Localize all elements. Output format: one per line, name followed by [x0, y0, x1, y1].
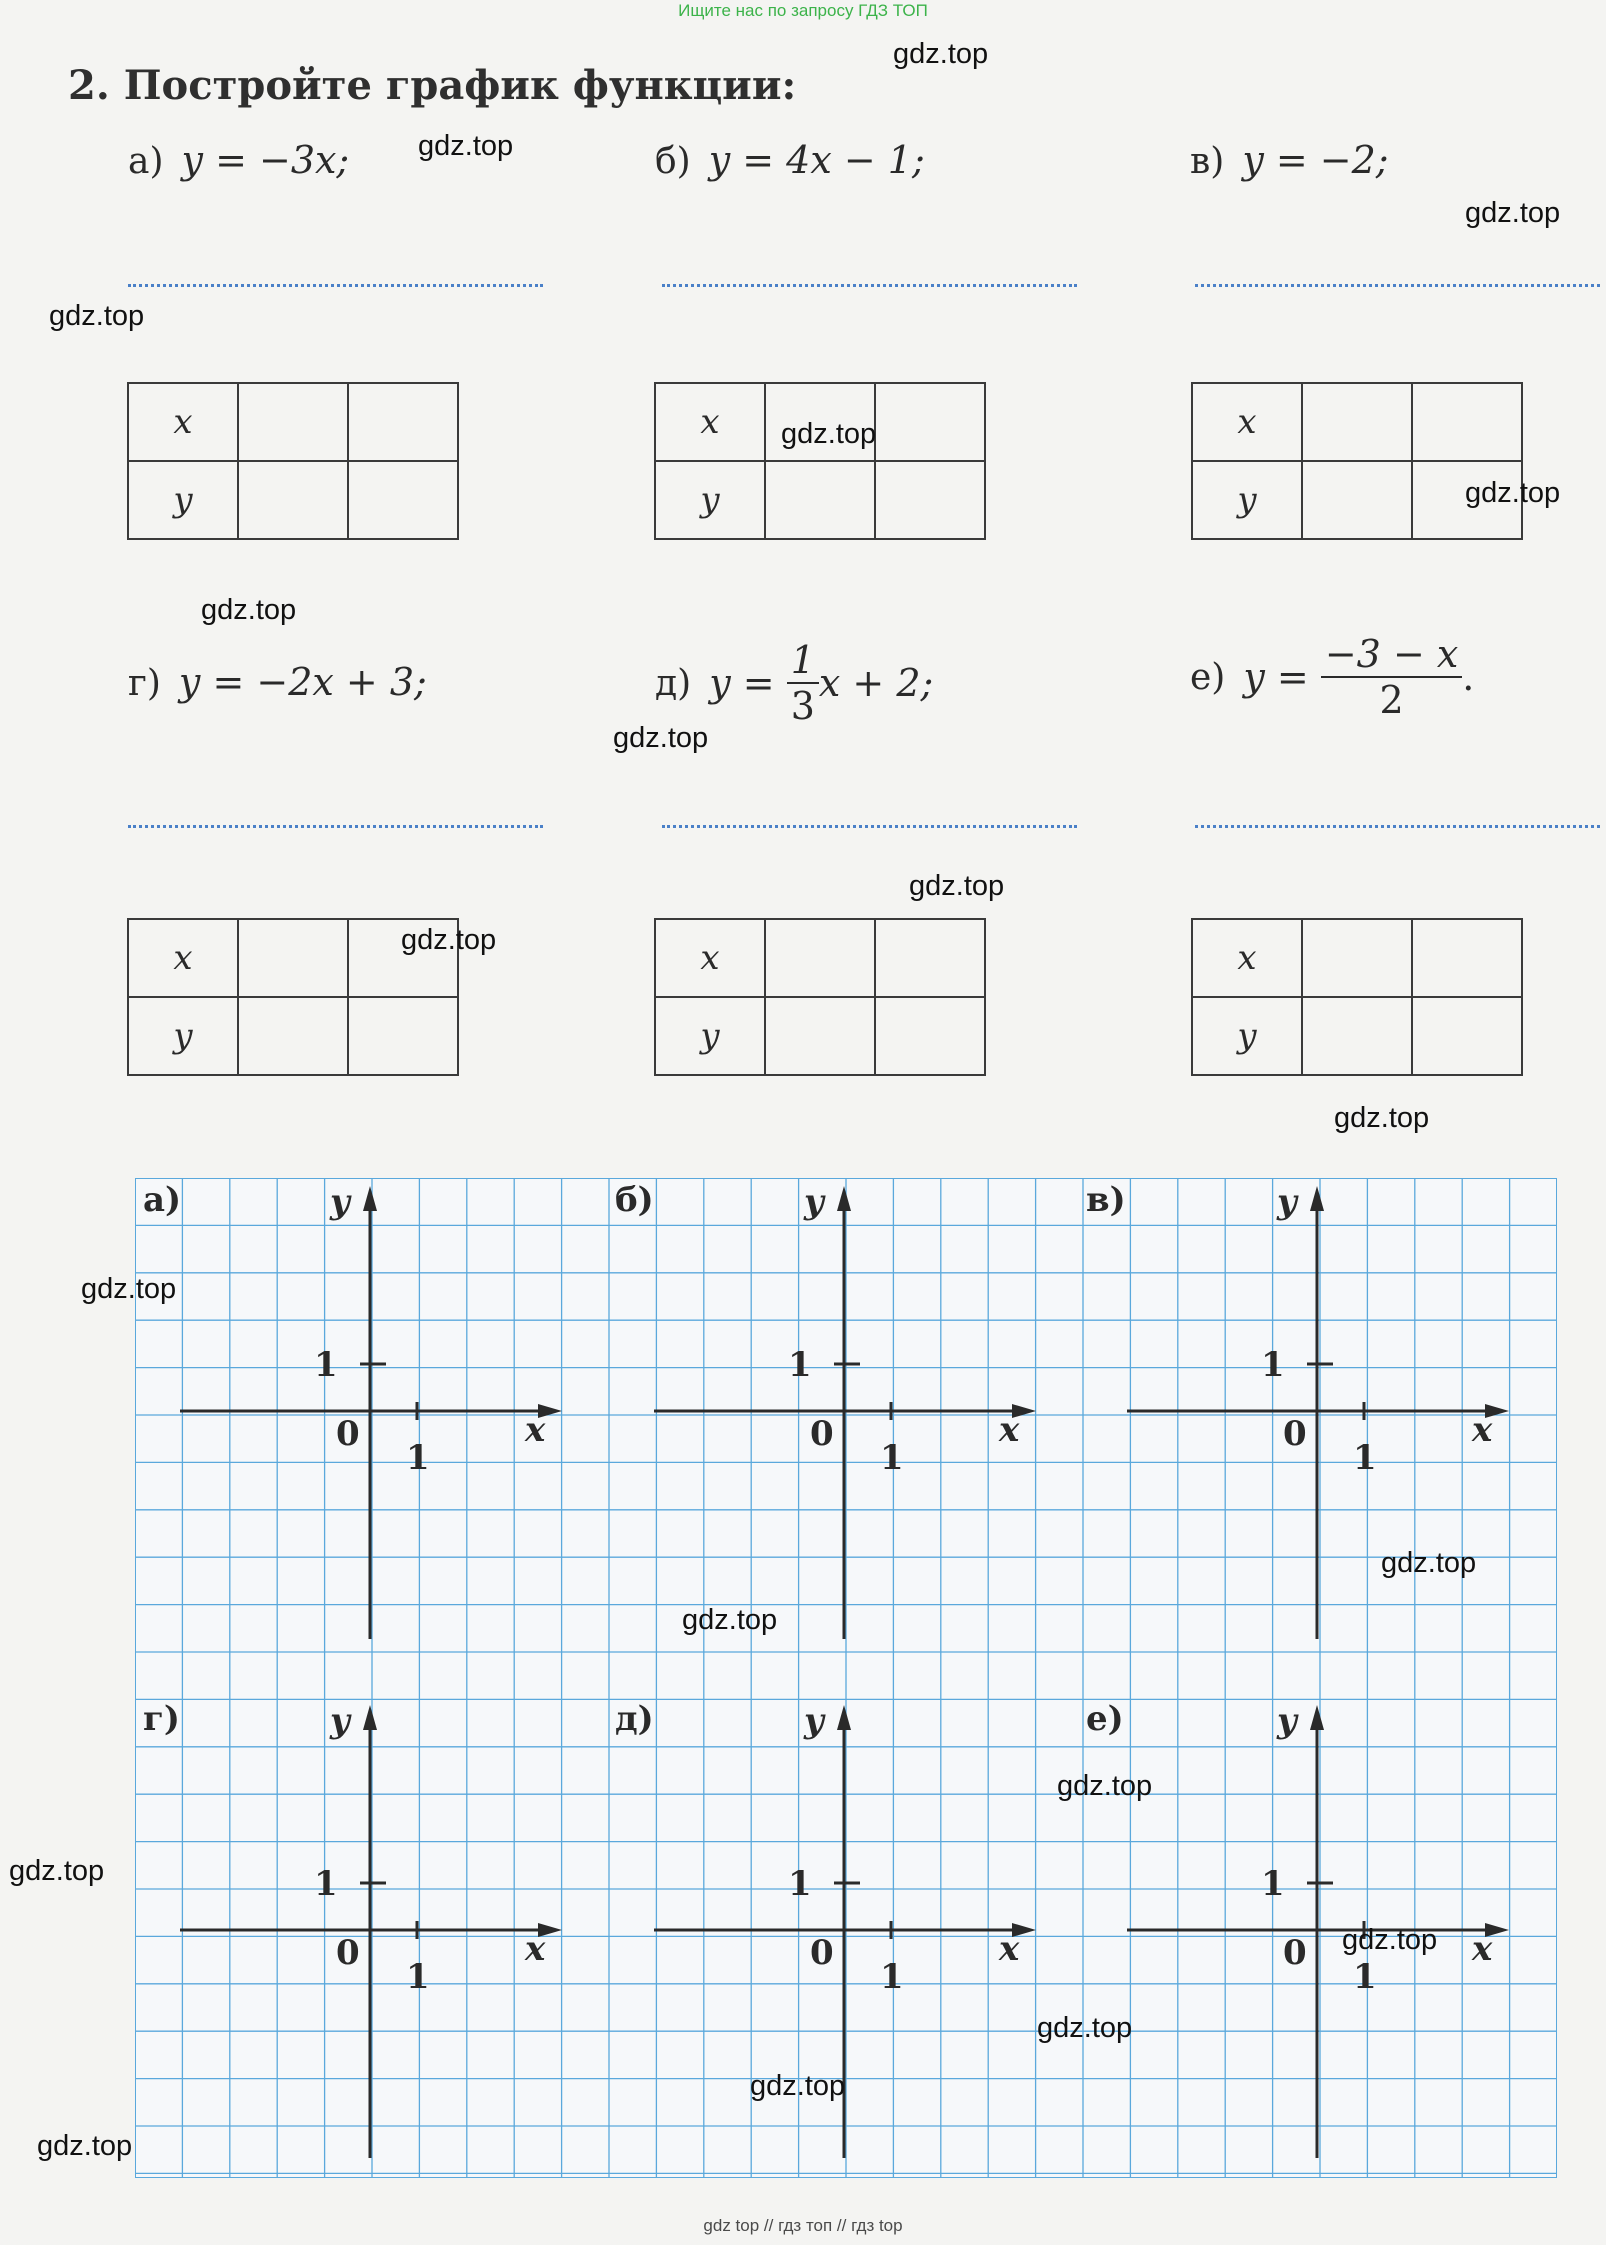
table-cell[interactable]: [765, 997, 875, 1075]
graph-label: в): [1086, 1180, 1126, 1220]
task-formula: y = 4x − 1;: [708, 138, 925, 182]
table-x-label: x: [128, 919, 238, 997]
coordinate-grids[interactable]: [135, 1178, 1557, 2178]
task-formula-right: .: [1462, 655, 1475, 699]
table-cell[interactable]: [1412, 919, 1522, 997]
table-cell[interactable]: [348, 461, 458, 539]
graph-label: д): [615, 1699, 654, 1739]
watermark: gdz.top: [37, 2130, 133, 2162]
watermark: gdz.top: [1334, 1102, 1430, 1134]
graph-label: е): [1086, 1699, 1124, 1739]
watermark: gdz.top: [1465, 197, 1561, 229]
fraction-numerator: 1: [787, 638, 819, 684]
table-x-label: x: [128, 383, 238, 461]
answer-line[interactable]: [662, 284, 1077, 287]
exercise-number: 2.: [68, 62, 110, 109]
x-axis-label: x: [525, 1929, 546, 1969]
watermark: gdz.top: [49, 300, 145, 332]
task-formula-left: y =: [709, 661, 775, 705]
table-cell[interactable]: [1302, 997, 1412, 1075]
table-y-label: y: [128, 461, 238, 539]
graph-label: а): [143, 1180, 182, 1220]
table-y-label: y: [1192, 461, 1302, 539]
watermark: gdz.top: [893, 38, 989, 70]
x-unit-label: 1: [880, 1957, 904, 1997]
table-cell[interactable]: [238, 997, 348, 1075]
task-formula: y = −2x + 3;: [178, 660, 427, 704]
fraction-denominator: 3: [790, 684, 815, 728]
task-g: [128, 660, 427, 704]
origin-label: 0: [336, 1414, 360, 1454]
value-table-e: [1191, 918, 1523, 1076]
origin-label: 0: [810, 1933, 834, 1973]
table-x-label: x: [655, 383, 765, 461]
graph-label: б): [615, 1180, 654, 1220]
task-formula: y = −3x;: [181, 138, 350, 182]
answer-line[interactable]: [128, 825, 543, 828]
task-a: [128, 138, 349, 182]
y-unit-label: 1: [788, 1345, 812, 1385]
origin-label: 0: [336, 1933, 360, 1973]
task-label: б): [655, 141, 691, 182]
fraction: [1321, 632, 1462, 722]
table-cell[interactable]: [765, 919, 875, 997]
table-y-label: y: [655, 997, 765, 1075]
x-axis-label: x: [1472, 1410, 1493, 1450]
answer-line[interactable]: [1195, 825, 1600, 828]
table-cell[interactable]: [1412, 383, 1522, 461]
task-formula-right: x + 2;: [818, 661, 934, 705]
answer-line[interactable]: [662, 825, 1077, 828]
grid-lines: [135, 1178, 1557, 2178]
table-cell[interactable]: [1412, 997, 1522, 1075]
fraction-denominator: 2: [1379, 678, 1404, 722]
fraction: [787, 638, 819, 728]
task-label: а): [128, 141, 164, 182]
table-x-label: x: [1192, 383, 1302, 461]
table-cell[interactable]: [238, 461, 348, 539]
y-unit-label: 1: [314, 1864, 338, 1904]
table-y-label: y: [128, 997, 238, 1075]
table-x-label: x: [655, 919, 765, 997]
answer-line[interactable]: [128, 284, 543, 287]
watermark: gdz.top: [9, 1855, 105, 1887]
graph-paper: [135, 1178, 1557, 2182]
watermark: gdz.top: [201, 594, 297, 626]
table-y-label: y: [1192, 997, 1302, 1075]
watermark: gdz.top: [1465, 477, 1561, 509]
x-unit-label: 1: [406, 1957, 430, 1997]
origin-label: 0: [1283, 1933, 1307, 1973]
watermark: gdz.top: [418, 130, 514, 162]
table-x-label: x: [1192, 919, 1302, 997]
task-label: е): [1190, 656, 1226, 698]
y-axis-label: y: [330, 1701, 350, 1741]
task-e: [1190, 632, 1474, 722]
y-unit-label: 1: [1261, 1345, 1285, 1385]
task-b: [655, 138, 925, 182]
y-axis-label: y: [1277, 1182, 1297, 1222]
watermark: gdz.top: [1057, 1770, 1153, 1802]
y-axis-label: y: [804, 1701, 824, 1741]
task-d: [655, 638, 933, 728]
x-axis-label: x: [999, 1410, 1020, 1450]
y-axis-label: y: [1277, 1701, 1297, 1741]
task-formula-left: y =: [1243, 655, 1309, 699]
table-cell[interactable]: [1302, 461, 1412, 539]
graph-label: г): [143, 1699, 180, 1739]
value-table-v: [1191, 382, 1523, 540]
table-cell[interactable]: [1302, 919, 1412, 997]
x-axis-label: x: [1472, 1929, 1493, 1969]
fraction-numerator: −3 − x: [1321, 632, 1462, 678]
task-label: д): [655, 662, 692, 704]
task-label: в): [1190, 141, 1225, 182]
watermark: gdz.top: [1037, 2012, 1133, 2044]
task-formula: y = −2;: [1242, 138, 1389, 182]
y-unit-label: 1: [788, 1864, 812, 1904]
watermark: gdz.top: [682, 1604, 778, 1636]
table-cell[interactable]: [348, 997, 458, 1075]
x-axis-label: x: [525, 1410, 546, 1450]
task-label: г): [128, 663, 161, 704]
value-table-a: [127, 382, 459, 540]
watermark: gdz.top: [81, 1273, 177, 1305]
x-unit-label: 1: [1353, 1438, 1377, 1478]
x-axis-label: x: [999, 1929, 1020, 1969]
table-cell[interactable]: [1302, 383, 1412, 461]
x-unit-label: 1: [880, 1438, 904, 1478]
value-table-b: [654, 382, 986, 540]
answer-line[interactable]: [1195, 284, 1600, 287]
y-axis-label: y: [804, 1182, 824, 1222]
table-cell[interactable]: [765, 461, 875, 539]
exercise-title: Постройте график функции:: [123, 62, 797, 109]
table-cell[interactable]: [238, 383, 348, 461]
table-y-label: y: [655, 461, 765, 539]
x-unit-label: 1: [1353, 1957, 1377, 1997]
watermark: gdz.top: [909, 870, 1005, 902]
table-cell[interactable]: [875, 461, 985, 539]
search-banner[interactable]: Ищите нас по запросу ГДЗ ТОП: [678, 1, 928, 20]
watermark: gdz.top: [781, 418, 877, 450]
table-cell[interactable]: [875, 383, 985, 461]
watermark: gdz.top: [401, 924, 497, 956]
table-cell[interactable]: [875, 997, 985, 1075]
table-cell[interactable]: [875, 919, 985, 997]
x-unit-label: 1: [406, 1438, 430, 1478]
value-table-d: [654, 918, 986, 1076]
table-cell[interactable]: [238, 919, 348, 997]
watermark: gdz.top: [613, 722, 709, 754]
table-cell[interactable]: [348, 383, 458, 461]
watermark: gdz.top: [1381, 1547, 1477, 1579]
watermark: gdz.top: [1342, 1924, 1438, 1956]
task-v: [1190, 138, 1389, 182]
y-unit-label: 1: [1261, 1864, 1285, 1904]
y-unit-label: 1: [314, 1345, 338, 1385]
origin-label: 0: [810, 1414, 834, 1454]
origin-label: 0: [1283, 1414, 1307, 1454]
exercise-heading: [68, 62, 796, 109]
watermark: gdz.top: [750, 2070, 846, 2102]
footer-banner: gdz top // гдз топ // гдз top: [703, 2216, 903, 2235]
y-axis-label: y: [330, 1182, 350, 1222]
